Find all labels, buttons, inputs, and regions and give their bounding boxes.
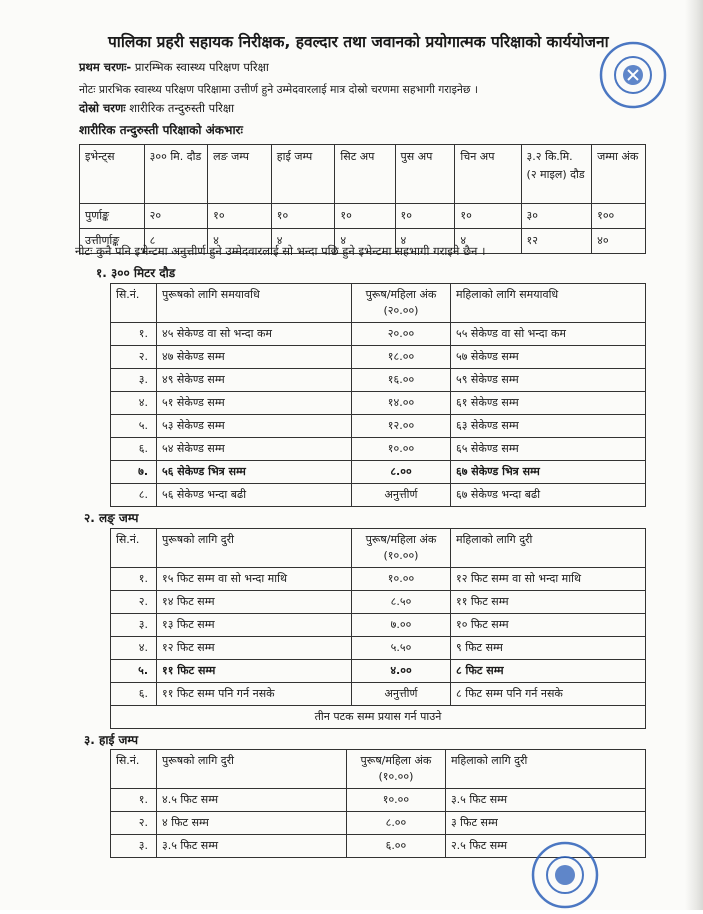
section-title-high-jump: ३. हाई जम्प — [84, 733, 139, 747]
header-cell: पुरूष/महिला अंक (१०.००) — [346, 750, 445, 789]
header-cell: सि.नं. — [111, 529, 157, 568]
header-cell: सिट अप — [335, 145, 395, 204]
female-cell: ९ फिट सम्म — [451, 637, 646, 660]
stage2-line — [79, 101, 234, 116]
official-seal-bottom — [530, 840, 600, 910]
table-cell: १२ — [521, 229, 592, 254]
male-cell: ४ फिट सम्म — [157, 812, 347, 835]
male-cell: ५६ सेकेण्ड भन्दा बढी — [157, 484, 352, 507]
table-footer-row — [111, 706, 646, 729]
serial-cell: ४. — [111, 637, 157, 660]
table-row — [111, 789, 646, 812]
table-row — [111, 415, 646, 438]
table-cell: पुर्णाङ्क — [80, 204, 145, 229]
serial-cell: ३. — [111, 614, 157, 637]
section-title-long-jump: २. लङ् जम्प — [84, 511, 139, 525]
male-cell: ३.५ फिट सम्म — [157, 835, 347, 858]
marks-heading: शारीरिक तन्दुरुस्ती परिक्षाको अंकभारः — [79, 123, 243, 137]
header-cell: ३०० मि. दौड — [144, 145, 207, 204]
stage1-line — [79, 60, 269, 75]
seal-icon — [530, 840, 600, 910]
female-cell: ३.५ फिट सम्म — [445, 789, 645, 812]
serial-cell: २. — [111, 591, 157, 614]
scan-edge — [685, 0, 703, 910]
table-header-row — [111, 529, 646, 568]
table-cell: ४ — [271, 229, 335, 254]
marks-cell: १६.०० — [352, 369, 451, 392]
male-cell: १५ फिट सम्म वा सो भन्दा माथि — [157, 568, 352, 591]
male-cell: ५३ सेकेण्ड सम्म — [157, 415, 352, 438]
table-cell: ४ — [208, 229, 272, 254]
female-cell: ११ फिट सम्म — [451, 591, 646, 614]
header-cell: हाई जम्प — [271, 145, 335, 204]
serial-cell: ६. — [111, 683, 157, 706]
run-table — [110, 283, 646, 507]
table-row — [111, 392, 646, 415]
marks-cell: २०.०० — [352, 323, 451, 346]
serial-cell: ७. — [111, 461, 157, 484]
table-header-row — [111, 750, 646, 789]
table-row — [111, 461, 646, 484]
serial-cell: ८. — [111, 484, 157, 507]
marks-cell: १४.०० — [352, 392, 451, 415]
female-cell: ६३ सेकेण्ड सम्म — [451, 415, 646, 438]
header-cell: सि.नं. — [111, 284, 157, 323]
marks-cell: ८.५० — [352, 591, 451, 614]
marks-cell: अनुत्तीर्ण — [352, 484, 451, 507]
header-cell: इभेन्ट्स — [80, 145, 145, 204]
marks-cell: ८.०० — [352, 461, 451, 484]
serial-cell: १. — [111, 568, 157, 591]
table-cell: १० — [208, 204, 272, 229]
marks-cell: १०.०० — [346, 789, 445, 812]
male-cell: ५६ सेकेण्ड भित्र सम्म — [157, 461, 352, 484]
table-header-row — [80, 145, 646, 204]
table-row — [111, 369, 646, 392]
female-cell: ५९ सेकेण्ड सम्म — [451, 369, 646, 392]
table-row — [111, 660, 646, 683]
table-row — [111, 346, 646, 369]
table-row — [111, 614, 646, 637]
serial-cell: ३. — [111, 835, 157, 858]
male-cell: ११ फिट सम्म पनि गर्न नसके — [157, 683, 352, 706]
serial-cell: ३. — [111, 369, 157, 392]
table-cell: १० — [395, 204, 455, 229]
table-cell: ४ — [335, 229, 395, 254]
marks-table — [79, 144, 646, 254]
section-title-run: १. ३०० मिटर दौड — [96, 266, 176, 280]
header-cell: पुस अप — [395, 145, 455, 204]
note2: नोटः कुनै पनि इभेन्टमा अनुत्तीर्ण हुने उम्मेदवारलाई सो भन्दा पछि हुने इभेन्टमा सहभागी गराइने छैन । — [75, 244, 486, 258]
marks-cell: १०.०० — [352, 568, 451, 591]
table-header-row — [111, 284, 646, 323]
marks-cell: ८.०० — [346, 812, 445, 835]
long-jump-table — [110, 528, 646, 729]
table-cell: १० — [271, 204, 335, 229]
female-cell: २.५ फिट सम्म — [445, 835, 645, 858]
male-cell: १३ फिट सम्म — [157, 614, 352, 637]
header-cell: पुरूष/महिला अंक (१०.००) — [352, 529, 451, 568]
header-cell: पुरूष/महिला अंक (२०.००) — [352, 284, 451, 323]
table-cell: ४० — [592, 229, 646, 254]
table-row — [111, 568, 646, 591]
table-row — [111, 484, 646, 507]
serial-cell: ६. — [111, 438, 157, 461]
table-row — [111, 438, 646, 461]
table-cell: १० — [335, 204, 395, 229]
header-cell: महिलाको लागि दुरी — [445, 750, 645, 789]
header-cell: सि.नं. — [111, 750, 157, 789]
male-cell: ५१ सेकेण्ड सम्म — [157, 392, 352, 415]
male-cell: ४७ सेकेण्ड सम्म — [157, 346, 352, 369]
table-cell: २० — [144, 204, 207, 229]
female-cell: ६७ सेकेण्ड भित्र सम्म — [451, 461, 646, 484]
male-cell: ४९ सेकेण्ड सम्म — [157, 369, 352, 392]
marks-cell: अनुत्तीर्ण — [352, 683, 451, 706]
male-cell: १४ फिट सम्म — [157, 591, 352, 614]
male-cell: ४.५ फिट सम्म — [157, 789, 347, 812]
female-cell: ६७ सेकेण्ड भन्दा बढी — [451, 484, 646, 507]
header-cell: पुरूषको लागि दुरी — [157, 529, 352, 568]
male-cell: ४५ सेकेण्ड वा सो भन्दा कम — [157, 323, 352, 346]
document-title: पालिका प्रहरी सहायक निरीक्षक, हवल्दार तथा जवानको प्रयोगात्मक परिक्षाको कार्ययोजना — [108, 33, 609, 51]
header-cell: ३.२ कि.मि. (२ माइल) दौड — [521, 145, 592, 204]
table-cell: १० — [455, 204, 521, 229]
header-cell: पुरूषको लागि दुरी — [157, 750, 347, 789]
serial-cell: २. — [111, 346, 157, 369]
header-cell: महिलाको लागि दुरी — [451, 529, 646, 568]
stage2-label: दोस्रो चरणः — [79, 101, 126, 115]
serial-cell: ५. — [111, 660, 157, 683]
header-cell: चिन अप — [455, 145, 521, 204]
table-cell: ३० — [521, 204, 592, 229]
table-cell: ८ — [144, 229, 207, 254]
marks-cell: ४.०० — [352, 660, 451, 683]
serial-cell: १. — [111, 323, 157, 346]
female-cell: ६१ सेकेण्ड सम्म — [451, 392, 646, 415]
table-cell: ४ — [395, 229, 455, 254]
table-row — [111, 812, 646, 835]
table-row — [111, 637, 646, 660]
marks-cell: १२.०० — [352, 415, 451, 438]
stage1-text: प्रारम्भिक स्वास्थ्य परिक्षण परिक्षा — [131, 60, 269, 74]
female-cell: ३ फिट सम्म — [445, 812, 645, 835]
stage1-label: प्रथम चरणः- — [79, 60, 132, 74]
table-cell: उत्तीर्णाङ्क — [80, 229, 145, 254]
serial-cell: ५. — [111, 415, 157, 438]
header-cell: पुरूषको लागि समयावधि — [157, 284, 352, 323]
table-row — [111, 591, 646, 614]
note1: नोटः प्रारभिक स्वास्थ्य परिक्षण परिक्षामा उत्तीर्ण हुने उम्मेदवारलाई मात्र दोस्रो चरणमा सहभागी गराइनेछ । — [79, 83, 478, 96]
marks-cell: ६.०० — [346, 835, 445, 858]
table-row — [111, 323, 646, 346]
marks-cell: ७.०० — [352, 614, 451, 637]
table-row — [80, 204, 646, 229]
female-cell: १० फिट सम्म — [451, 614, 646, 637]
female-cell: ८ फिट सम्म — [451, 660, 646, 683]
table-cell: १०० — [592, 204, 646, 229]
serial-cell: ४. — [111, 392, 157, 415]
marks-cell: ५.५० — [352, 637, 451, 660]
marks-cell: १८.०० — [352, 346, 451, 369]
serial-cell: १. — [111, 789, 157, 812]
female-cell: ६५ सेकेण्ड सम्म — [451, 438, 646, 461]
header-cell: महिलाको लागि समयावधि — [451, 284, 646, 323]
footer-cell: तीन पटक सम्म प्रयास गर्न पाउने — [111, 706, 646, 729]
female-cell: १२ फिट सम्म वा सो भन्दा माथि — [451, 568, 646, 591]
female-cell: ५७ सेकेण्ड सम्म — [451, 346, 646, 369]
male-cell: ५४ सेकेण्ड सम्म — [157, 438, 352, 461]
serial-cell: २. — [111, 812, 157, 835]
table-cell: ४ — [455, 229, 521, 254]
header-cell: जम्मा अंक — [592, 145, 646, 204]
table-row — [111, 683, 646, 706]
male-cell: ११ फिट सम्म — [157, 660, 352, 683]
female-cell: ८ फिट सम्म पनि गर्न नसके — [451, 683, 646, 706]
seal-icon — [598, 40, 668, 110]
male-cell: १२ फिट सम्म — [157, 637, 352, 660]
header-cell: लङ जम्प — [208, 145, 272, 204]
official-seal-top — [598, 40, 668, 110]
female-cell: ५५ सेकेण्ड वा सो भन्दा कम — [451, 323, 646, 346]
marks-cell: १०.०० — [352, 438, 451, 461]
stage2-text: शारीरिक तन्दुरुस्ती परिक्षा — [125, 101, 235, 115]
